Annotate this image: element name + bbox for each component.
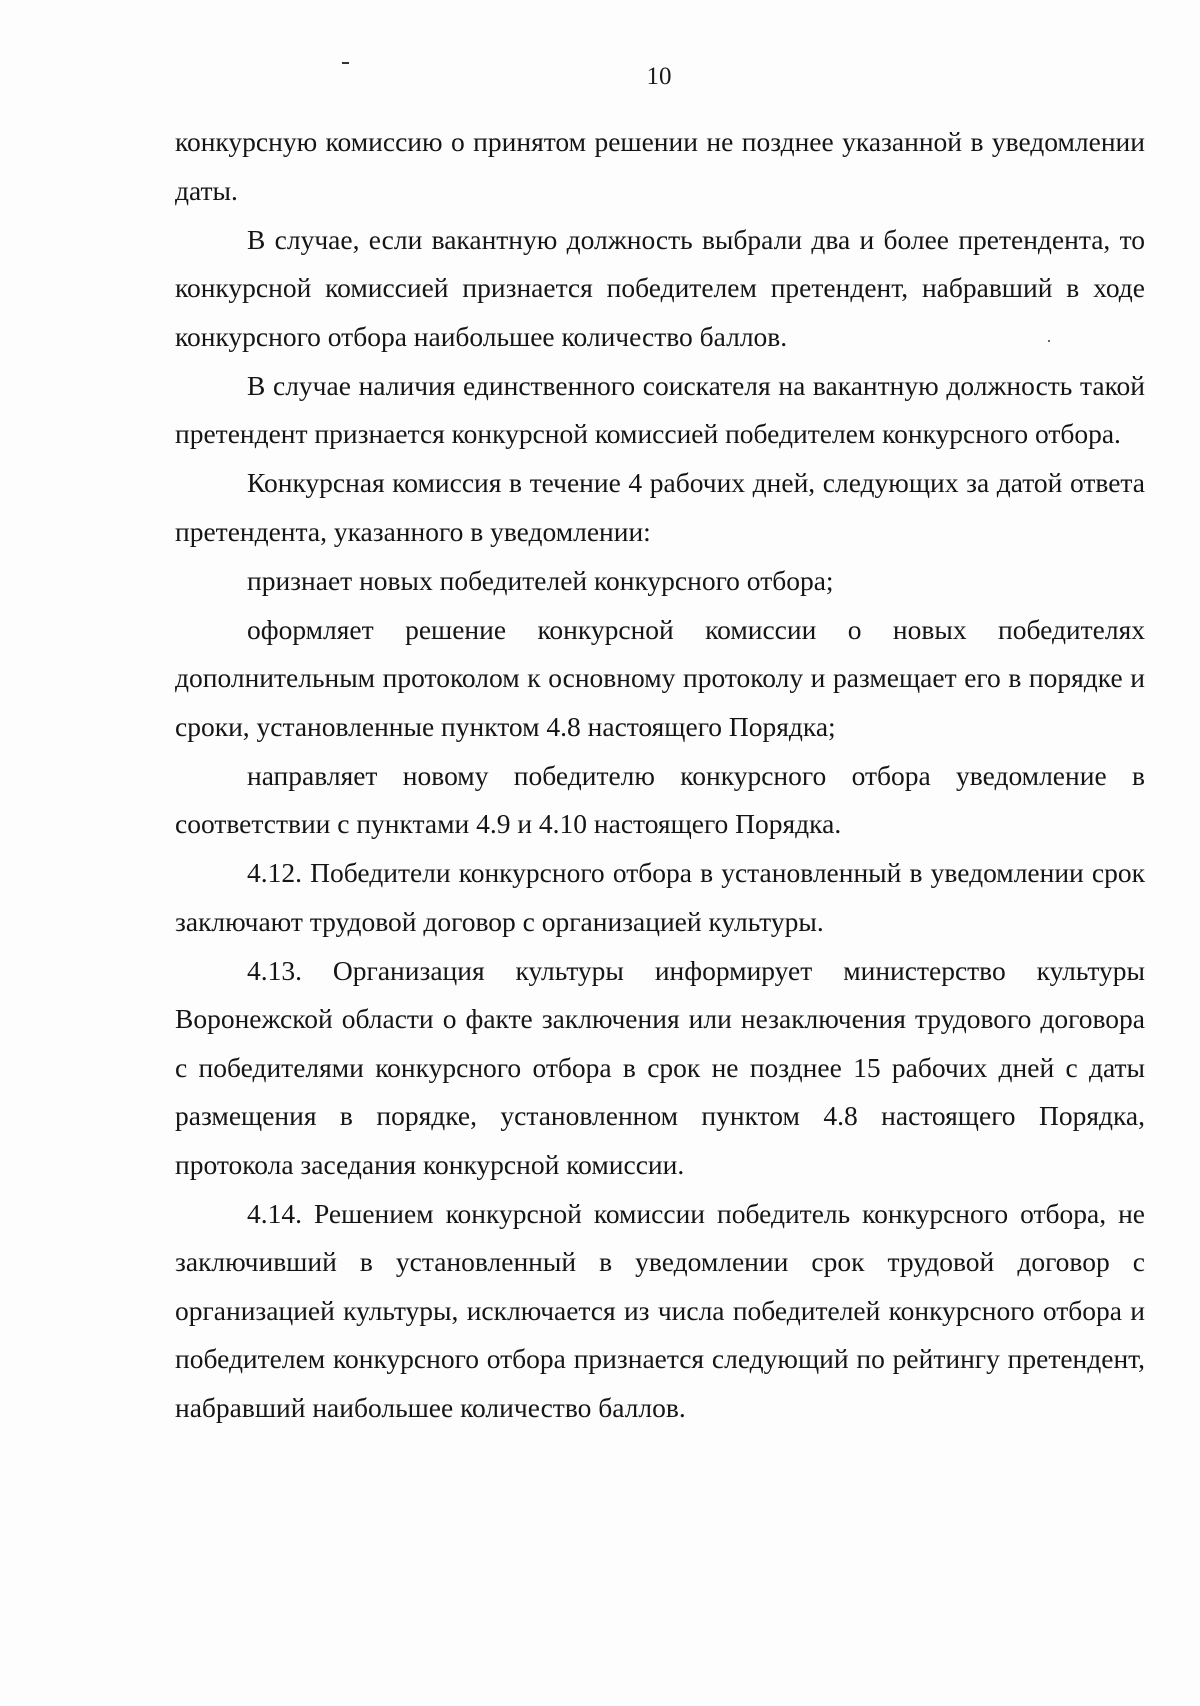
page-number: 10 (646, 63, 672, 90)
paragraph: признает новых победителей конкурсного отбора; (247, 564, 834, 596)
paragraph: В случае, если вакантную должность выбрали два и более претендента, то конкурсной комиссией признается победителем претендент, набравший в ходе конкурсного отбора наибольшее количество баллов. (175, 223, 1145, 352)
paragraph: 4.12. Победители конкурсного отбора в установленный в уведомлении срок заключают трудовой договор с организацией культуры. (175, 857, 1145, 937)
paragraph: оформляет решение конкурсной комиссии о новых победителях дополнительным протоколом к основному протоколу и размещает его в порядке и сроки, установленные пунктом 4.8 настоящего Порядка; (175, 613, 1145, 742)
paragraph: направляет новому победителю конкурсного отбора уведомление в соответствии с пунктами 4.9 и 4.10 настоящего Порядка. (175, 759, 1145, 839)
paragraph: 4.13. Организация культуры информирует министерство культуры Воронежской области о факте заключения или незаключения трудового договора с победителями конкурсного отбора в срок не позднее 15 рабочих дней с даты размещения в порядке, установленном пунктом 4.8 настоящего Порядка, протокола заседания конкурсной комиссии. (175, 954, 1145, 1180)
paragraph: В случае наличия единственного соискателя на вакантную должность такой претендент признается конкурсной комиссией победителем конкурсного отбора. (175, 369, 1145, 449)
paragraph: 4.14. Решением конкурсной комиссии победитель конкурсного отбора, не заключивший в установленный в уведомлении срок трудовой договор с организацией культуры, исключается из числа победителей конкурсного отбора и победителем конкурсного отбора признается следующий по рейтингу претендент, набравший наибольшее количество баллов. (175, 1197, 1145, 1423)
document-body (175, 118, 1145, 1433)
paragraph: Конкурсная комиссия в течение 4 рабочих дней, следующих за датой ответа претендента, указанного в уведомлении: (175, 467, 1145, 547)
paragraph: конкурсную комиссию о принятом решении не позднее указанной в уведомлении даты. (175, 126, 1145, 206)
